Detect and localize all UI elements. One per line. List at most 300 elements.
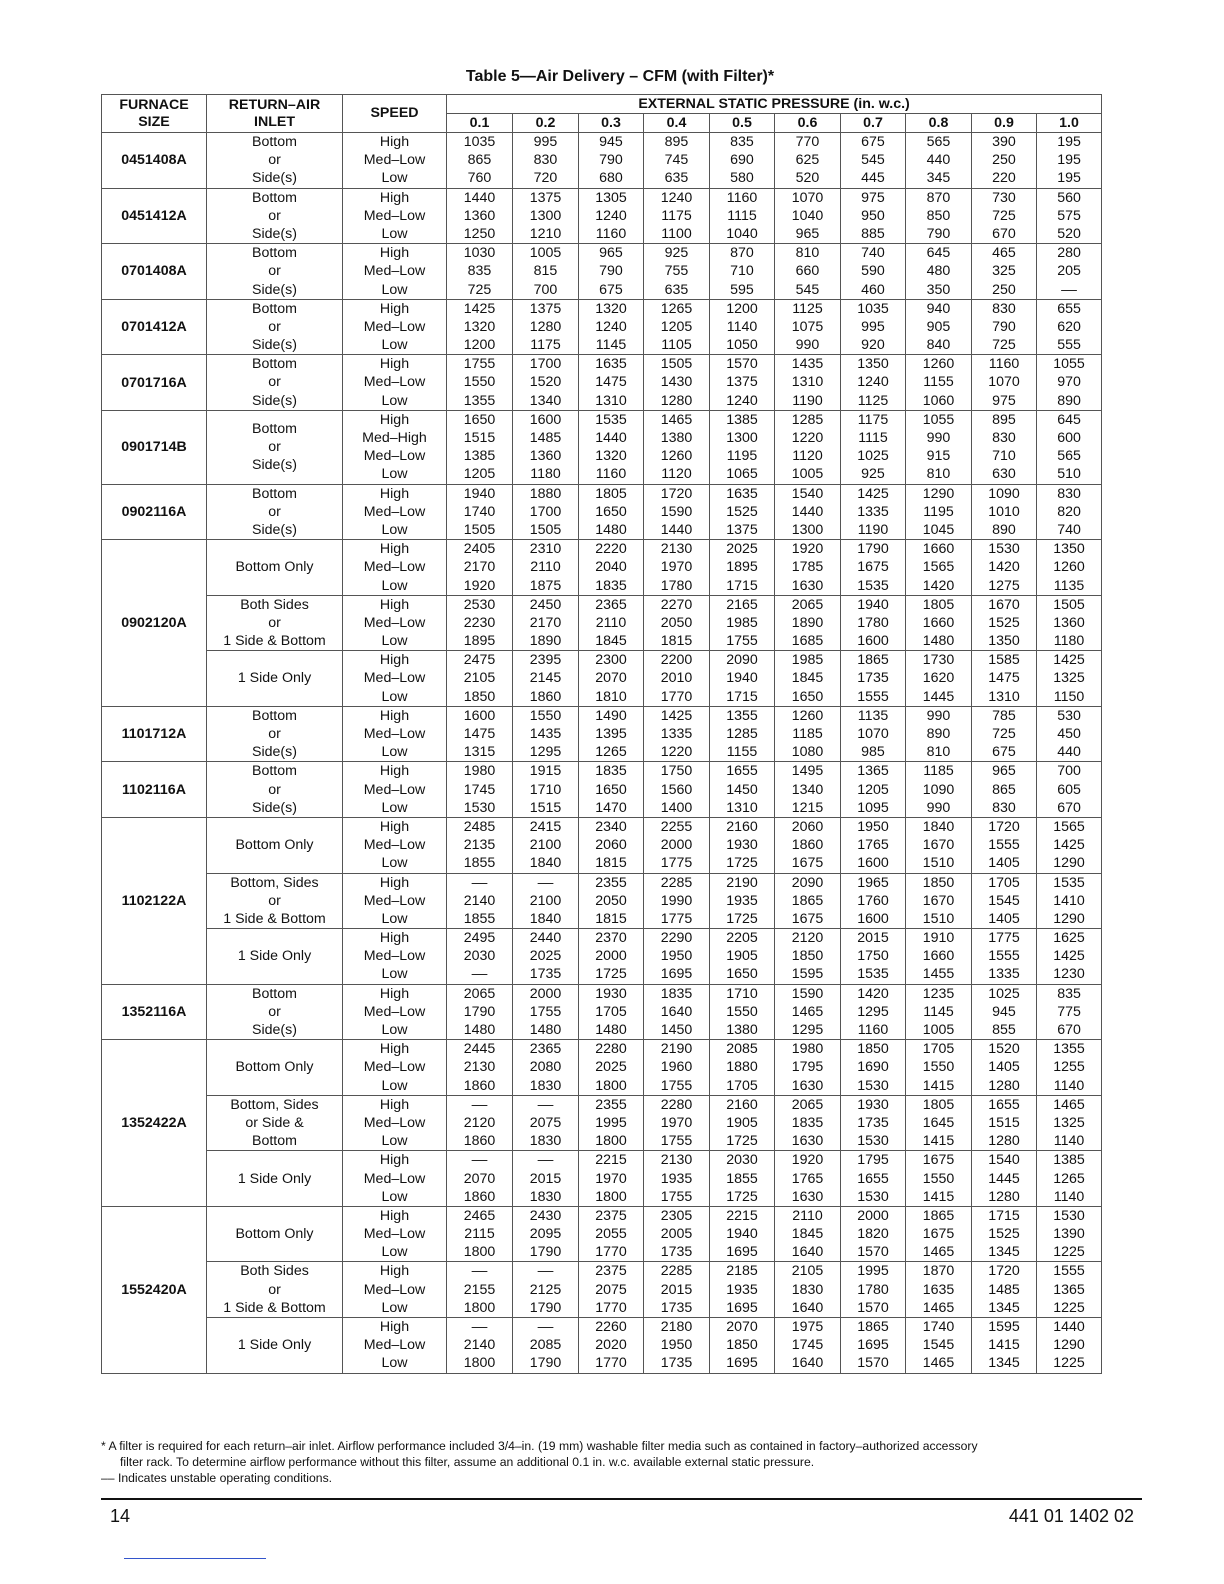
cfm-value: 655 bbox=[1057, 300, 1081, 317]
cfm-value: 835 bbox=[1057, 985, 1081, 1002]
cfm-value-cell bbox=[841, 873, 906, 929]
cfm-value: 1995 bbox=[595, 1114, 627, 1131]
cfm-value: 1805 bbox=[595, 485, 627, 502]
speed-cell bbox=[343, 651, 447, 707]
cfm-value: 1295 bbox=[791, 1022, 824, 1038]
cfm-value-cell bbox=[513, 1318, 579, 1374]
cfm-value: 1715 bbox=[726, 577, 758, 594]
cfm-value: 520 bbox=[1057, 225, 1081, 242]
cfm-value: 1025 bbox=[988, 985, 1020, 1002]
cfm-value: 1195 bbox=[726, 448, 758, 465]
cfm-value: 1385 bbox=[726, 411, 758, 428]
inlet-line: 1 Side & Bottom bbox=[223, 633, 326, 650]
speed-label: Low bbox=[381, 392, 408, 409]
cfm-value: 1700 bbox=[529, 356, 562, 373]
cfm-value: 2095 bbox=[529, 1226, 562, 1243]
cfm-value-cell bbox=[972, 706, 1037, 762]
cfm-value-cell bbox=[447, 410, 513, 484]
cfm-value: 1535 bbox=[595, 411, 627, 428]
speed-cell bbox=[343, 873, 447, 929]
cfm-value: 1805 bbox=[922, 1096, 955, 1113]
speed-label: Low bbox=[381, 1188, 408, 1205]
cfm-value: 1905 bbox=[726, 948, 758, 965]
cfm-value: 1640 bbox=[660, 1003, 693, 1020]
cfm-value: 1465 bbox=[791, 1003, 824, 1020]
cfm-value: 1985 bbox=[726, 614, 758, 631]
cfm-value-cell bbox=[1037, 929, 1102, 985]
cfm-value: 1800 bbox=[463, 1244, 496, 1261]
cfm-value: 1440 bbox=[1053, 1319, 1085, 1335]
return-air-inlet-cell bbox=[207, 1151, 343, 1207]
cfm-value-cell bbox=[841, 984, 906, 1040]
speed-label: High bbox=[379, 874, 410, 891]
cfm-value: 635 bbox=[664, 170, 689, 187]
speed-label: High bbox=[379, 1096, 410, 1113]
cfm-value: 1880 bbox=[726, 1059, 758, 1076]
cfm-value: 560 bbox=[1057, 189, 1081, 206]
cfm-value: 250 bbox=[992, 281, 1016, 298]
cfm-value-cell bbox=[513, 706, 579, 762]
speed-label: Med–Low bbox=[363, 670, 426, 687]
furnace-size-cell: 0451408A bbox=[102, 133, 207, 189]
cfm-value: 1640 bbox=[791, 1355, 824, 1372]
cfm-value: 2305 bbox=[660, 1207, 693, 1224]
pressure-header-cell: 0.3 bbox=[579, 114, 644, 133]
cfm-value-cell bbox=[1037, 1262, 1102, 1318]
cfm-value: 1295 bbox=[529, 744, 562, 761]
cfm-value: 2085 bbox=[726, 1041, 758, 1058]
cfm-value: 1190 bbox=[857, 521, 889, 538]
cfm-value: 1645 bbox=[922, 1114, 955, 1131]
cfm-value: 675 bbox=[861, 134, 885, 150]
cfm-value: 2495 bbox=[463, 930, 496, 947]
speed-label: Low bbox=[381, 1077, 408, 1094]
cfm-value: 1600 bbox=[857, 910, 889, 927]
cfm-value: 725 bbox=[467, 281, 492, 298]
cfm-value: 1835 bbox=[595, 763, 627, 780]
cfm-value: 890 bbox=[992, 521, 1016, 538]
cfm-value: –– bbox=[471, 1152, 488, 1169]
cfm-value: 1865 bbox=[922, 1207, 955, 1224]
cfm-value-cell bbox=[972, 984, 1037, 1040]
cfm-value: 1835 bbox=[595, 577, 627, 594]
return-air-inlet-cell bbox=[207, 188, 343, 244]
cfm-value: 1310 bbox=[595, 392, 627, 409]
cfm-value: 555 bbox=[1057, 337, 1081, 354]
furnace-size-cell: 0901714B bbox=[102, 410, 207, 484]
cfm-value: 1300 bbox=[791, 521, 824, 538]
cfm-value: 1790 bbox=[529, 1299, 562, 1316]
cfm-value: 1295 bbox=[857, 1003, 889, 1020]
speed-label: High bbox=[379, 707, 410, 724]
cfm-value: 1090 bbox=[988, 485, 1020, 502]
cfm-value: 775 bbox=[1057, 1003, 1081, 1020]
cfm-value-cell bbox=[710, 1206, 775, 1262]
cfm-value: 1440 bbox=[791, 503, 824, 520]
cfm-value: 1375 bbox=[529, 300, 562, 317]
speed-cell bbox=[343, 540, 447, 596]
speed-label: Med–Low bbox=[363, 448, 426, 465]
cfm-value-cell bbox=[579, 410, 644, 484]
cfm-value-cell bbox=[906, 244, 972, 300]
cfm-value-cell bbox=[841, 484, 906, 540]
speed-cell bbox=[343, 299, 447, 355]
cfm-value-cell bbox=[906, 484, 972, 540]
cfm-value-cell bbox=[579, 651, 644, 707]
cfm-value: 740 bbox=[861, 245, 885, 262]
cfm-value: 1265 bbox=[1053, 1170, 1085, 1187]
cfm-value: 350 bbox=[926, 281, 951, 298]
furnace-size-cell: 1102122A bbox=[102, 817, 207, 984]
cfm-value: 835 bbox=[730, 134, 754, 150]
cfm-value: 2025 bbox=[529, 948, 562, 965]
return-air-inlet-cell bbox=[207, 410, 343, 484]
cfm-value: 1550 bbox=[726, 1003, 758, 1020]
cfm-value: 1480 bbox=[595, 521, 627, 538]
cfm-value-cell bbox=[1037, 1318, 1102, 1374]
cfm-value: –– bbox=[1061, 281, 1077, 298]
cfm-value: 1435 bbox=[791, 356, 824, 373]
cfm-value: 2130 bbox=[463, 1059, 496, 1076]
speed-label: Med–Low bbox=[363, 1281, 426, 1298]
cfm-value-cell bbox=[447, 484, 513, 540]
cfm-value-cell bbox=[710, 244, 775, 300]
cfm-value-cell bbox=[644, 133, 710, 189]
speed-label: Med–Low bbox=[363, 1337, 426, 1354]
cfm-value: 1425 bbox=[1053, 652, 1085, 669]
cfm-value-cell bbox=[972, 762, 1037, 818]
cfm-value: 925 bbox=[861, 466, 885, 483]
cfm-value-cell bbox=[972, 1262, 1037, 1318]
cfm-value-cell bbox=[841, 244, 906, 300]
cfm-value: 2055 bbox=[595, 1226, 627, 1243]
speed-label: High bbox=[379, 134, 410, 150]
cfm-value: 990 bbox=[795, 337, 820, 354]
cfm-value: 1685 bbox=[791, 633, 824, 650]
table-row bbox=[102, 1262, 1102, 1318]
cfm-value-cell bbox=[906, 1318, 972, 1374]
cfm-value: 1375 bbox=[726, 374, 758, 391]
cfm-value: 2105 bbox=[463, 670, 496, 687]
cfm-value-cell bbox=[710, 1151, 775, 1207]
cfm-value-cell bbox=[579, 1095, 644, 1151]
cfm-value: 1525 bbox=[988, 1226, 1020, 1243]
cfm-value: 1425 bbox=[1053, 948, 1085, 965]
cfm-value: –– bbox=[537, 1319, 554, 1335]
inlet-line: Both Sides bbox=[240, 1263, 309, 1280]
cfm-value: 720 bbox=[533, 170, 558, 187]
cfm-value: 990 bbox=[926, 799, 951, 816]
cfm-value: 2085 bbox=[529, 1337, 562, 1354]
page-number: 14 bbox=[110, 1506, 131, 1526]
speed-cell bbox=[343, 355, 447, 411]
furnace-size-cell: 0701412A bbox=[102, 299, 207, 355]
cfm-value: 1770 bbox=[595, 1299, 627, 1316]
cfm-value: 1630 bbox=[791, 577, 824, 594]
cfm-value: 1465 bbox=[1053, 1096, 1085, 1113]
cfm-value: 1775 bbox=[988, 930, 1020, 947]
speed-label: Med–Low bbox=[363, 1226, 426, 1243]
cfm-value: 1045 bbox=[922, 521, 955, 538]
cfm-value: 1285 bbox=[726, 726, 758, 742]
cfm-value: 2365 bbox=[529, 1041, 562, 1058]
cfm-value: 830 bbox=[533, 152, 558, 169]
cfm-value: 2090 bbox=[726, 652, 758, 669]
cfm-value: 1635 bbox=[726, 485, 758, 502]
cfm-value-cell bbox=[775, 244, 841, 300]
table-row bbox=[102, 410, 1102, 484]
cfm-value: 1705 bbox=[726, 1077, 758, 1094]
cfm-value: 1395 bbox=[595, 726, 627, 742]
cfm-value: 1230 bbox=[1053, 966, 1085, 983]
cfm-value: 1290 bbox=[1053, 1337, 1085, 1354]
cfm-value: 1055 bbox=[1053, 356, 1085, 373]
table-row bbox=[102, 595, 1102, 651]
cfm-value-cell bbox=[710, 355, 775, 411]
cfm-value: 2060 bbox=[791, 818, 824, 835]
inlet-line: or bbox=[268, 374, 281, 391]
cfm-value: 850 bbox=[926, 207, 951, 224]
cfm-value: –– bbox=[537, 1152, 554, 1169]
cfm-value: 1435 bbox=[529, 726, 562, 742]
cfm-value: 1720 bbox=[988, 1263, 1020, 1280]
cfm-value: 995 bbox=[861, 318, 885, 335]
inlet-line: Side(s) bbox=[252, 170, 297, 187]
cfm-value: 1355 bbox=[1053, 1041, 1085, 1058]
cfm-value: 1920 bbox=[791, 541, 824, 558]
cfm-value: 1520 bbox=[529, 374, 562, 391]
cfm-value: 520 bbox=[795, 170, 820, 187]
cfm-value: 1505 bbox=[463, 521, 496, 538]
inlet-line: Both Sides bbox=[240, 596, 309, 613]
cfm-value: 1765 bbox=[857, 837, 889, 854]
cfm-value: 1225 bbox=[1053, 1299, 1085, 1316]
table-body bbox=[102, 133, 1102, 1374]
cfm-value: 2010 bbox=[660, 670, 693, 687]
cfm-value-cell bbox=[447, 1040, 513, 1096]
cfm-value-cell bbox=[447, 540, 513, 596]
table-row bbox=[102, 1151, 1102, 1207]
cfm-value: 1420 bbox=[922, 577, 955, 594]
cfm-value: 1540 bbox=[791, 485, 824, 502]
cfm-value-cell bbox=[579, 355, 644, 411]
cfm-value-cell bbox=[1037, 188, 1102, 244]
cfm-value: 1520 bbox=[988, 1041, 1020, 1058]
cfm-value: 480 bbox=[926, 263, 951, 280]
cfm-value: 1255 bbox=[1053, 1059, 1085, 1076]
cfm-value: 595 bbox=[730, 281, 754, 298]
cfm-value: 1895 bbox=[463, 633, 496, 650]
cfm-value: 1260 bbox=[791, 707, 824, 724]
cfm-value: 1840 bbox=[922, 818, 955, 835]
cfm-value-cell bbox=[972, 355, 1037, 411]
cfm-value: 2205 bbox=[726, 930, 758, 947]
speed-label: Med–Low bbox=[363, 318, 426, 335]
cfm-value: 1670 bbox=[922, 892, 955, 909]
cfm-value: 1405 bbox=[988, 1059, 1020, 1076]
speed-label: Low bbox=[381, 1355, 408, 1372]
cfm-value-cell bbox=[906, 133, 972, 189]
inlet-line: Bottom, Sides bbox=[230, 1096, 319, 1113]
cfm-value: 785 bbox=[992, 707, 1016, 724]
cfm-value-cell bbox=[447, 706, 513, 762]
cfm-value: 835 bbox=[467, 263, 492, 280]
cfm-value: 1375 bbox=[726, 521, 758, 538]
cfm-value-cell bbox=[972, 410, 1037, 484]
cfm-value: 2165 bbox=[726, 596, 758, 613]
inlet-line: Bottom bbox=[252, 763, 297, 780]
cfm-value: 1175 bbox=[530, 337, 561, 354]
cfm-value-cell bbox=[579, 1151, 644, 1207]
cfm-value: 2450 bbox=[529, 596, 562, 613]
air-delivery-table bbox=[101, 94, 1102, 1374]
cfm-value: 1305 bbox=[595, 189, 627, 206]
footnote-filter: * A filter is required for each return–air inlet. Airflow performance included 3/4–in. (19 mm) washable filter media such as contained in factory–authorized accessory bbox=[101, 1439, 978, 1453]
cfm-value: 195 bbox=[1057, 134, 1081, 150]
cfm-value: 1450 bbox=[660, 1022, 693, 1038]
table-row bbox=[102, 133, 1102, 189]
cfm-value: 755 bbox=[664, 263, 689, 280]
cfm-value: 1775 bbox=[660, 910, 693, 927]
cfm-value: 1145 bbox=[923, 1003, 954, 1020]
cfm-value: 1830 bbox=[529, 1188, 562, 1205]
cfm-value: 1525 bbox=[726, 503, 758, 520]
cfm-value: 1380 bbox=[660, 430, 693, 446]
cfm-value-cell bbox=[972, 188, 1037, 244]
cfm-value: 1860 bbox=[463, 1077, 496, 1094]
cfm-value: 2155 bbox=[463, 1281, 496, 1298]
cfm-value: 1440 bbox=[595, 430, 627, 446]
cfm-value: 2190 bbox=[726, 874, 758, 891]
cfm-value: 2370 bbox=[595, 930, 627, 947]
speed-label: High bbox=[379, 356, 410, 373]
cfm-value: 1730 bbox=[922, 652, 955, 669]
cfm-value-cell bbox=[447, 817, 513, 873]
cfm-value: 1480 bbox=[529, 1022, 562, 1038]
cfm-value-cell bbox=[513, 817, 579, 873]
cfm-value-cell bbox=[447, 762, 513, 818]
cfm-value: 195 bbox=[1057, 170, 1081, 187]
pressure-header-cell: 0.2 bbox=[513, 114, 579, 133]
cfm-value-cell bbox=[710, 188, 775, 244]
cfm-value-cell bbox=[972, 299, 1037, 355]
inlet-line: Bottom Only bbox=[235, 1059, 314, 1076]
cfm-value: 1250 bbox=[463, 225, 496, 242]
cfm-value: 1285 bbox=[791, 411, 824, 428]
cfm-value-cell bbox=[579, 762, 644, 818]
cfm-value: 700 bbox=[533, 281, 558, 298]
inlet-line: Bottom bbox=[252, 485, 297, 502]
cfm-value-cell bbox=[644, 595, 710, 651]
cfm-value: 1655 bbox=[857, 1170, 889, 1187]
cfm-value: 1930 bbox=[726, 837, 758, 854]
speed-cell bbox=[343, 817, 447, 873]
cfm-value-cell bbox=[447, 244, 513, 300]
cfm-value: 920 bbox=[861, 337, 885, 354]
cfm-value-cell bbox=[972, 1206, 1037, 1262]
table-row bbox=[102, 355, 1102, 411]
inlet-line: Bottom, Sides bbox=[230, 874, 319, 891]
cfm-value: 950 bbox=[861, 207, 885, 224]
cfm-value: 1240 bbox=[660, 189, 693, 206]
cfm-value: 1440 bbox=[463, 189, 496, 206]
cfm-value-cell bbox=[579, 188, 644, 244]
cfm-value: 1400 bbox=[660, 799, 693, 816]
cfm-value: 1595 bbox=[791, 966, 824, 983]
cfm-value-cell bbox=[841, 1040, 906, 1096]
cfm-value: 1550 bbox=[922, 1170, 955, 1187]
cfm-value: 1280 bbox=[529, 318, 562, 335]
cfm-value: 2430 bbox=[529, 1207, 562, 1224]
table-row bbox=[102, 244, 1102, 300]
speed-label: Low bbox=[381, 1244, 408, 1261]
cfm-value: 1590 bbox=[660, 503, 693, 520]
cfm-value: 1675 bbox=[922, 1152, 955, 1169]
cfm-value: 1860 bbox=[529, 688, 562, 705]
cfm-value: 1715 bbox=[726, 688, 758, 705]
table-row bbox=[102, 873, 1102, 929]
cfm-value-cell bbox=[1037, 299, 1102, 355]
cfm-value-cell bbox=[841, 133, 906, 189]
inlet-line: Side(s) bbox=[252, 521, 297, 538]
cfm-value: 1745 bbox=[791, 1337, 824, 1354]
cfm-value: 1420 bbox=[857, 985, 889, 1002]
cfm-value: 1735 bbox=[529, 966, 562, 983]
cfm-value-cell bbox=[775, 133, 841, 189]
cfm-value: 645 bbox=[926, 245, 951, 262]
cfm-value: 1350 bbox=[988, 633, 1020, 650]
cfm-value: 1115 bbox=[727, 207, 757, 224]
cfm-value-cell bbox=[579, 873, 644, 929]
cfm-value: 1970 bbox=[595, 1170, 627, 1187]
cfm-value: 1445 bbox=[988, 1170, 1020, 1187]
cfm-value-cell bbox=[644, 1318, 710, 1374]
speed-cell bbox=[343, 484, 447, 540]
return-air-inlet-cell bbox=[207, 651, 343, 707]
cfm-value: 1865 bbox=[857, 1319, 889, 1335]
speed-label: Low bbox=[381, 281, 408, 298]
speed-label: Low bbox=[381, 577, 408, 594]
cfm-value: 1865 bbox=[791, 892, 824, 909]
cfm-value: –– bbox=[471, 1319, 488, 1335]
cfm-value: 990 bbox=[926, 707, 951, 724]
table-row bbox=[102, 1318, 1102, 1374]
cfm-value: 2130 bbox=[660, 1152, 693, 1169]
cfm-value: 2340 bbox=[595, 818, 627, 835]
cfm-value: 1855 bbox=[463, 910, 496, 927]
cfm-value: 1325 bbox=[1053, 1114, 1085, 1131]
speed-cell bbox=[343, 133, 447, 189]
cfm-value: 1930 bbox=[595, 985, 627, 1002]
cfm-value: 1830 bbox=[529, 1133, 562, 1150]
cfm-value: 1160 bbox=[988, 356, 1020, 373]
cfm-value-cell bbox=[906, 1095, 972, 1151]
cfm-value: 1445 bbox=[922, 688, 955, 705]
cfm-value: 1840 bbox=[529, 910, 562, 927]
cfm-value: 1345 bbox=[988, 1299, 1020, 1316]
cfm-value: 2000 bbox=[857, 1207, 889, 1224]
cfm-value-cell bbox=[513, 410, 579, 484]
cfm-value: 1990 bbox=[660, 892, 693, 909]
cfm-value: 1265 bbox=[660, 300, 693, 317]
cfm-value: 1865 bbox=[857, 652, 889, 669]
cfm-value: 2070 bbox=[595, 670, 627, 687]
return-air-inlet-cell bbox=[207, 299, 343, 355]
cfm-value: 1220 bbox=[660, 744, 693, 761]
inlet-line: or bbox=[268, 207, 281, 224]
cfm-value-cell bbox=[513, 1206, 579, 1262]
cfm-value: 1870 bbox=[922, 1263, 955, 1280]
